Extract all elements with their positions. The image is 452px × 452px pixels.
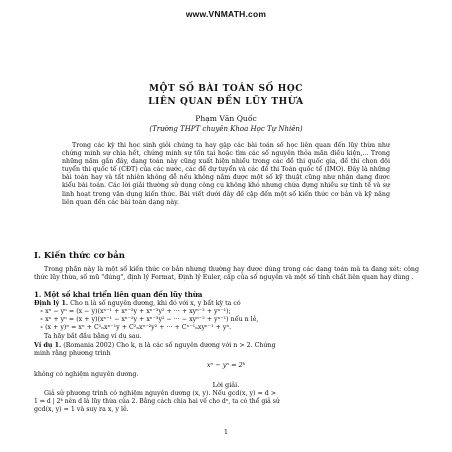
example-text-3: không có nghiệm nguyên dương.: [34, 371, 139, 378]
theorem-1: [34, 300, 419, 308]
solution-line-1: Giả sử phương trình có nghiệm nguyên dương (x, y). Nếu gcd(x, y) = d >: [44, 390, 277, 397]
solution-line-3: gcd(x, y) = 1 và suy ra x, y lẻ.: [34, 406, 129, 413]
formula-3: ∘ (x + y)ⁿ = xⁿ + C¹ₙxⁿ⁻¹y + C²ₙxⁿ⁻²y² + ··· + Cⁿ⁻¹ₙxyⁿ⁻¹ + yⁿ.: [40, 324, 232, 331]
equation: xⁿ − yⁿ = 2ᵏ: [206, 361, 246, 369]
formula-1: ∘ xⁿ − yⁿ = (x − y)(xⁿ⁻¹ + xⁿ⁻²y + xⁿ⁻³y² + ··· + xyⁿ⁻² + yⁿ⁻¹);: [40, 308, 231, 315]
example-1: [34, 342, 419, 350]
formula-2: ∘ xⁿ + yⁿ = (x + y)(xⁿ⁻¹ − xⁿ⁻²y + xⁿ⁻³y² − ··· − xyⁿ⁻² + yⁿ⁻¹) nếu n lẻ,: [40, 316, 259, 323]
solution-line-2: 1 ⇒ d | 2ᵏ nên d là lũy thừa của 2. Bằng cách chia hai vế cho dⁿ, ta có thể giả sử: [34, 398, 280, 405]
author-affiliation: (Trường THPT chuyên Khoa Học Tự Nhiên): [149, 125, 303, 133]
example-text-1: (Romania 2002) Cho k, n là các số nguyên dương với n > 2. Chứng: [63, 342, 276, 349]
site-header: www.VNMATH.com: [185, 9, 267, 19]
theorem-text: Cho n là số nguyên dương, khi đó với x, y bất kỳ ta có: [70, 300, 241, 307]
example-label: Ví dụ 1.: [34, 342, 62, 349]
section-intro: Trong phần này là một số kiến thức cơ bản nhưng thường hay được dùng trong các dạng toán mà ta đang xét: công thức lũy thừa, số mũ "đúng", định lý Fermat, Định lý Euler, cấp của số nguyên và một số tính chất liên quan hay dùng .: [34, 266, 419, 282]
theorem-label: Định lý 1.: [34, 300, 69, 307]
title-line-2: LIÊN QUAN ĐẾN LŨY THỪA: [148, 97, 304, 107]
abstract-paragraph: Trong các kỳ thi học sinh giỏi chúng ta hay gặp các bài toán số học liên quan đến lũy thừa như chứng minh sự chia hết, chứng minh sự tồn tại hoặc tìm các số nguyên thỏa mãn điều kiện,... Trong những năm gần đây, dạng toán này cũng xuất hiện nhiều trong các đề thi quốc gia, đề thi chọn đội tuyển thi quốc tế (CĐT) của các nước, các đề dự tuyển và các đề thi Toán quốc tế (IMO). Đây là những bài toán hay và tất nhiên không dễ nếu không nắm được một số kỹ thuật cũng như nhận dạng được kiểu bài toán. Các lời giải thường sử dụng công cụ không khó nhưng chứa đựng nhiều sự tinh tế và sự linh hoạt trong vận dụng kiến thức. Bài viết dưới đây đề cập đến một số kiến thức cơ bản và kỹ năng liên quan đến các bài toán dạng này.: [62, 142, 390, 206]
example-text-2: minh rằng phương trình: [34, 350, 111, 357]
transition-note: Ta hãy bắt đầu bằng ví dụ sau.: [44, 333, 142, 340]
author-name: Phạm Văn Quốc: [195, 114, 257, 123]
subsection-heading: 1. Một số khai triển liên quan đến lũy thừa: [34, 290, 203, 299]
solution-label: Lời giải.: [212, 381, 240, 389]
section-heading: I. Kiến thức cơ bản: [34, 251, 125, 261]
title-line-1: MỘT SỐ BÀI TOÁN SỐ HỌC: [148, 84, 304, 94]
page-number: 1: [223, 428, 229, 436]
